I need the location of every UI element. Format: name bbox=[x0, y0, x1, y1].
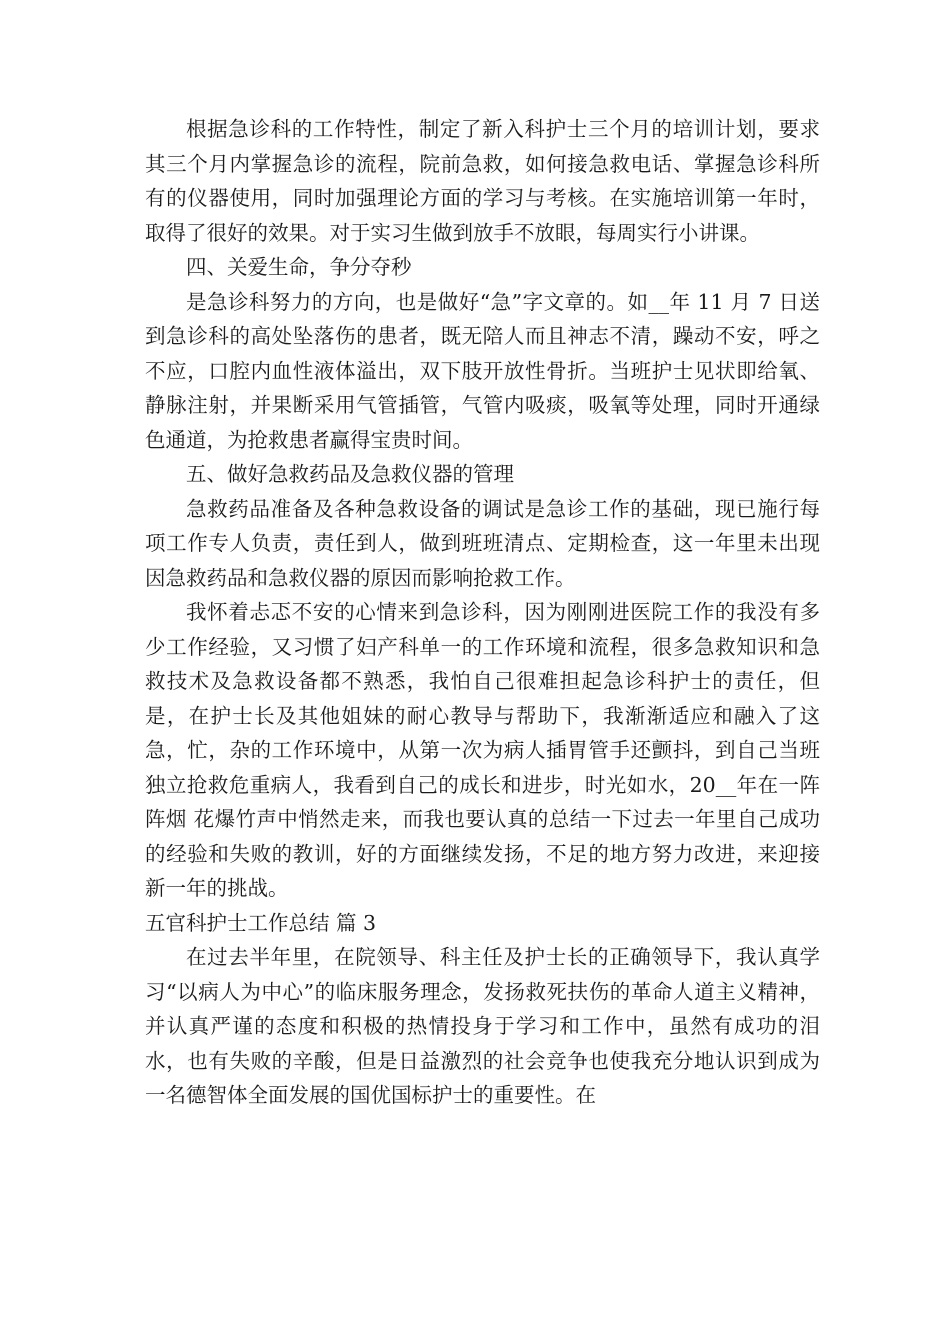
paragraph-emergency-case: 是急诊科努力的方向，也是做好“急”字文章的。如__年 11 月 7 日送到急诊科的高处坠落伤的患者，既无陪人而且神志不清，躁动不安，呼之不应，口腔内血性液体溢出，双下肢开放性骨折。当班护士见状即给氧、静脉注射，并果断采用气管插管，气管内吸痰，吸氧等处理，同时开通绿色通道，为抢救患者赢得宝贵时间。 bbox=[145, 289, 820, 452]
section-heading-4: 四、关爱生命，争分夺秒 bbox=[186, 255, 412, 279]
paragraph-drug-management: 急救药品准备及各种急救设备的调试是急诊工作的基础，现已施行每项工作专人负责，责任到人，做到班班清点、定期检查，这一年里未出现因急救药品和急救仪器的原因而影响抢救工作。 bbox=[145, 496, 820, 590]
paragraph-personal-reflection: 我怀着忐忑不安的心情来到急诊科，因为刚刚进医院工作的我没有多少工作经验，又习惯了妇产科单一的工作环境和流程，很多急救知识和急救技术及急救设备都不熟悉，我怕自己很难担起急诊科护士的责任，但是，在护士长及其他姐妹的耐心教导与帮助下，我渐渐适应和融入了这急，忙，杂的工作环境中，从第一次为病人插胃管手还颤抖，到自己当班独立抢救危重病人，我看到自己的成长和进步，时光如水，20__年在一阵阵烟 花爆竹声中悄然走来，而我也要认真的总结一下过去一年里自己成功的经验和失败的教训，好的方面继续发扬，不足的地方努力改进，来迎接新一年的挑战。 bbox=[145, 600, 820, 900]
document-page bbox=[145, 112, 820, 1113]
paragraph-half-year-summary: 在过去半年里，在院领导、科主任及护士长的正确领导下，我认真学习“以病人为中心”的临床服务理念，发扬救死扶伤的革命人道主义精神，并认真严谨的态度和积极的热情投身于学习和工作中，虽然有成功的泪水，也有失败的辛酸，但是日益激烈的社会竞争也使我充分地认识到成为一名德智体全面发展的国优国标护士的重要性。在 bbox=[145, 945, 820, 1107]
paragraph-training-plan: 根据急诊科的工作特性，制定了新入科护士三个月的培训计划，要求其三个月内掌握急诊的流程，院前急救，如何接急救电话、掌握急诊科所有的仪器使用，同时加强理论方面的学习与考核。在实施培训第一年时，取得了很好的效果。对于实习生做到放手不放眼，每周实行小讲课。 bbox=[145, 117, 820, 245]
section-heading-5: 五、做好急救药品及急救仪器的管理 bbox=[186, 462, 514, 486]
article-title-part-3: 五官科护士工作总结 篇 3 bbox=[145, 910, 377, 935]
